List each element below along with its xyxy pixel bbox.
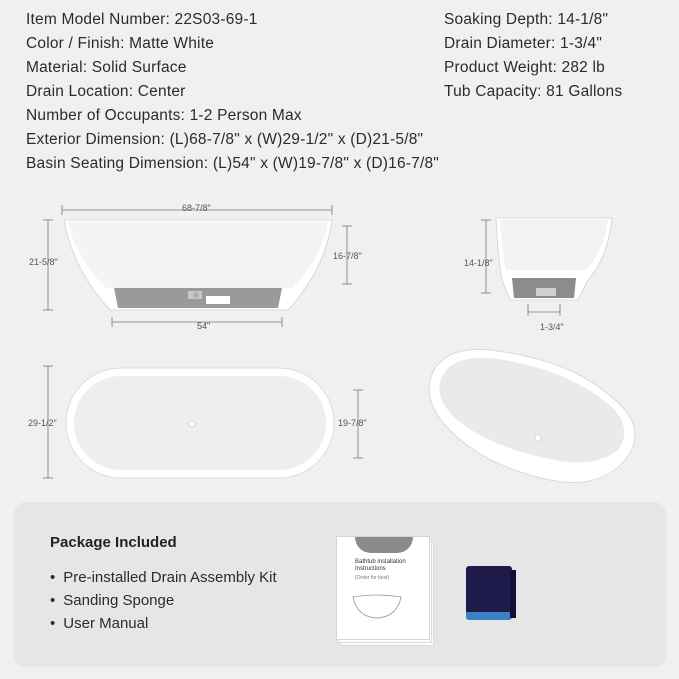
package-list: [50, 566, 277, 635]
manual-subtitle: (Order for best): [355, 575, 390, 581]
spec-drain-location: Drain Location: Center: [26, 83, 186, 100]
spec-model: Item Model Number: 22S03-69-1: [26, 11, 258, 28]
dim-side-drain: 1-3/4": [540, 322, 564, 332]
package-item-manual: • User Manual: [50, 612, 277, 635]
spec-drain-diameter: Drain Diameter: 1-3/4": [444, 35, 603, 52]
spec-basin-dimension: Basin Seating Dimension: (L)54" x (W)19-7/8" x (D)16-7/8": [26, 155, 439, 172]
spec-list-right: [444, 8, 622, 104]
spec-material: Material: Solid Surface: [26, 59, 187, 76]
package-item-drain-kit: • Pre-installed Drain Assembly Kit: [50, 566, 277, 589]
spec-occupants: Number of Occupants: 1-2 Person Max: [26, 107, 302, 124]
dim-front-length: 68-7/8": [182, 203, 211, 213]
spec-weight: Product Weight: 282 lb: [444, 59, 605, 76]
package-included-panel: [14, 502, 666, 667]
package-item-sponge: • Sanding Sponge: [50, 589, 277, 612]
dim-front-inner-length: 54": [197, 321, 211, 331]
dim-side-depth: 14-1/8": [464, 258, 493, 268]
spec-list-left: [26, 8, 258, 104]
manual-title: Bathtub installation Instructions: [355, 559, 406, 572]
spec-capacity: Tub Capacity: 81 Gallons: [444, 83, 623, 100]
top-view-tub-illustration: [40, 360, 370, 485]
dim-front-height: 21-5/8": [29, 257, 58, 267]
front-view-tub-illustration: [20, 198, 360, 333]
spec-exterior-dimension: Exterior Dimension: (L)68-7/8" x (W)29-1/2" x (D)21-5/8": [26, 131, 424, 148]
dim-front-inner-depth: 16-7/8": [333, 251, 362, 261]
manual-booklet-image: [336, 536, 434, 646]
spec-color: Color / Finish: Matte White: [26, 35, 215, 52]
package-title: Package Included: [50, 534, 177, 551]
spec-list-full: [26, 104, 439, 176]
manual-tub-icon: [351, 591, 403, 621]
spec-soaking-depth: Soaking Depth: 14-1/8": [444, 11, 609, 28]
sanding-sponge-image: [466, 566, 516, 622]
side-view-tub-illustration: [476, 208, 626, 328]
dim-top-width: 29-1/2": [28, 418, 57, 428]
dim-top-inner-width: 19-7/8": [338, 418, 367, 428]
perspective-tub-illustration: [420, 340, 645, 492]
